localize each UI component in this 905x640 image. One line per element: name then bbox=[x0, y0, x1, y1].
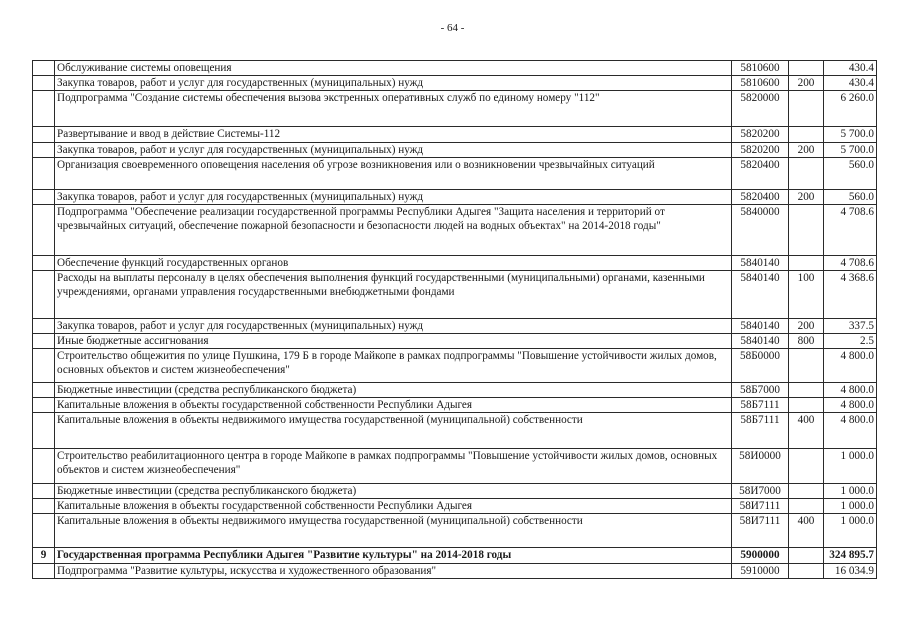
table-row bbox=[33, 158, 877, 190]
table-row bbox=[33, 349, 877, 383]
row-number bbox=[33, 61, 55, 76]
row-sum: 16 034.9 bbox=[824, 564, 877, 579]
row-code: 58И7111 bbox=[732, 499, 789, 514]
row-type bbox=[789, 158, 824, 190]
row-number: 9 bbox=[33, 548, 55, 564]
budget-table bbox=[32, 60, 877, 579]
row-name: Организация своевременного оповещения населения об угрозе возникновения или о возникновении чрезвычайных ситуаций bbox=[55, 158, 732, 190]
table-row bbox=[33, 564, 877, 579]
row-number bbox=[33, 190, 55, 205]
row-sum: 337.5 bbox=[824, 319, 877, 334]
row-name: Развертывание и ввод в действие Системы-112 bbox=[55, 127, 732, 143]
row-name: Обеспечение функций государственных органов bbox=[55, 256, 732, 271]
row-sum: 430.4 bbox=[824, 76, 877, 91]
row-type bbox=[789, 484, 824, 499]
row-name: Иные бюджетные ассигнования bbox=[55, 334, 732, 349]
row-type bbox=[789, 127, 824, 143]
row-name: Подпрограмма "Создание системы обеспечения вызова экстренных оперативных служб по единому номеру "112" bbox=[55, 91, 732, 127]
row-number bbox=[33, 449, 55, 484]
row-code: 5820200 bbox=[732, 143, 789, 158]
row-sum: 4 708.6 bbox=[824, 256, 877, 271]
row-type bbox=[789, 349, 824, 383]
row-number bbox=[33, 76, 55, 91]
row-number bbox=[33, 514, 55, 548]
row-number bbox=[33, 499, 55, 514]
row-type bbox=[789, 91, 824, 127]
row-type bbox=[789, 398, 824, 413]
table-row bbox=[33, 190, 877, 205]
row-code: 58И7000 bbox=[732, 484, 789, 499]
row-code: 5840140 bbox=[732, 334, 789, 349]
row-number bbox=[33, 383, 55, 398]
table-row bbox=[33, 319, 877, 334]
row-number bbox=[33, 484, 55, 499]
table-row bbox=[33, 334, 877, 349]
row-sum: 1 000.0 bbox=[824, 449, 877, 484]
row-code: 5820400 bbox=[732, 190, 789, 205]
row-sum: 4 800.0 bbox=[824, 349, 877, 383]
table-row bbox=[33, 91, 877, 127]
table-row bbox=[33, 61, 877, 76]
table-row bbox=[33, 484, 877, 499]
row-name: Капитальные вложения в объекты недвижимого имущества государственной (муниципальной) собственности bbox=[55, 514, 732, 548]
row-number bbox=[33, 91, 55, 127]
row-number bbox=[33, 349, 55, 383]
row-sum: 4 708.6 bbox=[824, 205, 877, 256]
row-number bbox=[33, 256, 55, 271]
row-sum: 2.5 bbox=[824, 334, 877, 349]
row-code: 5910000 bbox=[732, 564, 789, 579]
row-name: Строительство реабилитационного центра в городе Майкопе в рамках подпрограммы "Повышение устойчивости жилых домов, основных объектов и систем жизнеобеспечения" bbox=[55, 449, 732, 484]
row-sum: 430.4 bbox=[824, 61, 877, 76]
row-name: Государственная программа Республики Адыгея "Развитие культуры" на 2014-2018 годы bbox=[55, 548, 732, 564]
row-type bbox=[789, 205, 824, 256]
row-code: 5810600 bbox=[732, 61, 789, 76]
row-type bbox=[789, 383, 824, 398]
row-number bbox=[33, 205, 55, 256]
row-name: Обслуживание системы оповещения bbox=[55, 61, 732, 76]
row-code: 58Б7111 bbox=[732, 398, 789, 413]
table-row bbox=[33, 413, 877, 449]
row-code: 5840000 bbox=[732, 205, 789, 256]
row-name: Капитальные вложения в объекты недвижимого имущества государственной (муниципальной) собственности bbox=[55, 413, 732, 449]
row-type bbox=[789, 564, 824, 579]
row-code: 5820400 bbox=[732, 158, 789, 190]
row-name: Капитальные вложения в объекты государственной собственности Республики Адыгея bbox=[55, 398, 732, 413]
row-sum: 1 000.0 bbox=[824, 484, 877, 499]
row-code: 58Б0000 bbox=[732, 349, 789, 383]
row-code: 5820200 bbox=[732, 127, 789, 143]
row-number bbox=[33, 143, 55, 158]
row-type: 400 bbox=[789, 514, 824, 548]
row-code: 58Б7111 bbox=[732, 413, 789, 449]
row-name: Закупка товаров, работ и услуг для государственных (муниципальных) нужд bbox=[55, 76, 732, 91]
row-type: 200 bbox=[789, 190, 824, 205]
row-code: 5900000 bbox=[732, 548, 789, 564]
row-sum: 1 000.0 bbox=[824, 499, 877, 514]
row-name: Подпрограмма "Обеспечение реализации государственной программы Республики Адыгея "Защита населения и территорий от чрезвычайных ситуаций, обеспечение пожарной безопасности и безопасности людей на водных объектах" на 2014-2018 годы" bbox=[55, 205, 732, 256]
row-type: 100 bbox=[789, 271, 824, 319]
row-sum: 4 368.6 bbox=[824, 271, 877, 319]
row-code: 58И0000 bbox=[732, 449, 789, 484]
row-number bbox=[33, 413, 55, 449]
table-row bbox=[33, 76, 877, 91]
row-number bbox=[33, 271, 55, 319]
row-name: Подпрограмма "Развитие культуры, искусства и художественного образования" bbox=[55, 564, 732, 579]
row-number bbox=[33, 158, 55, 190]
row-sum: 4 800.0 bbox=[824, 383, 877, 398]
row-sum: 6 260.0 bbox=[824, 91, 877, 127]
table-row bbox=[33, 548, 877, 564]
table-row bbox=[33, 383, 877, 398]
row-sum: 5 700.0 bbox=[824, 127, 877, 143]
page-number: - 64 - bbox=[440, 22, 465, 34]
row-code: 5840140 bbox=[732, 256, 789, 271]
row-type bbox=[789, 61, 824, 76]
row-sum: 4 800.0 bbox=[824, 413, 877, 449]
row-type bbox=[789, 449, 824, 484]
row-type bbox=[789, 499, 824, 514]
table-row bbox=[33, 398, 877, 413]
row-type: 400 bbox=[789, 413, 824, 449]
row-name: Закупка товаров, работ и услуг для государственных (муниципальных) нужд bbox=[55, 143, 732, 158]
table-row bbox=[33, 143, 877, 158]
row-type: 200 bbox=[789, 76, 824, 91]
row-number bbox=[33, 564, 55, 579]
row-sum: 560.0 bbox=[824, 158, 877, 190]
row-name: Закупка товаров, работ и услуг для государственных (муниципальных) нужд bbox=[55, 319, 732, 334]
row-sum: 324 895.7 bbox=[824, 548, 877, 564]
table-row bbox=[33, 205, 877, 256]
row-number bbox=[33, 127, 55, 143]
row-type bbox=[789, 256, 824, 271]
row-type: 200 bbox=[789, 319, 824, 334]
row-code: 5840140 bbox=[732, 319, 789, 334]
table-row bbox=[33, 449, 877, 484]
row-type bbox=[789, 548, 824, 564]
row-sum: 1 000.0 bbox=[824, 514, 877, 548]
row-number bbox=[33, 398, 55, 413]
row-number bbox=[33, 334, 55, 349]
row-code: 5820000 bbox=[732, 91, 789, 127]
table-row bbox=[33, 127, 877, 143]
row-code: 5840140 bbox=[732, 271, 789, 319]
table-row bbox=[33, 499, 877, 514]
table-row bbox=[33, 256, 877, 271]
table-row bbox=[33, 514, 877, 548]
table-row bbox=[33, 271, 877, 319]
row-name: Бюджетные инвестиции (средства республиканского бюджета) bbox=[55, 383, 732, 398]
row-sum: 5 700.0 bbox=[824, 143, 877, 158]
row-type: 200 bbox=[789, 143, 824, 158]
row-name: Капитальные вложения в объекты государственной собственности Республики Адыгея bbox=[55, 499, 732, 514]
row-code: 5810600 bbox=[732, 76, 789, 91]
row-sum: 4 800.0 bbox=[824, 398, 877, 413]
row-code: 58И7111 bbox=[732, 514, 789, 548]
row-name: Строительство общежития по улице Пушкина, 179 Б в городе Майкопе в рамках подпрограммы "Повышение устойчивости жилых домов, основных объектов и систем жизнеобеспечения" bbox=[55, 349, 732, 383]
row-sum: 560.0 bbox=[824, 190, 877, 205]
row-number bbox=[33, 319, 55, 334]
row-type: 800 bbox=[789, 334, 824, 349]
row-name: Закупка товаров, работ и услуг для государственных (муниципальных) нужд bbox=[55, 190, 732, 205]
row-code: 58Б7000 bbox=[732, 383, 789, 398]
row-name: Бюджетные инвестиции (средства республиканского бюджета) bbox=[55, 484, 732, 499]
row-name: Расходы на выплаты персоналу в целях обеспечения выполнения функций государственными (муниципальными) органами, казенными учреждениями, органами управления государственными внебюджетными фондами bbox=[55, 271, 732, 319]
